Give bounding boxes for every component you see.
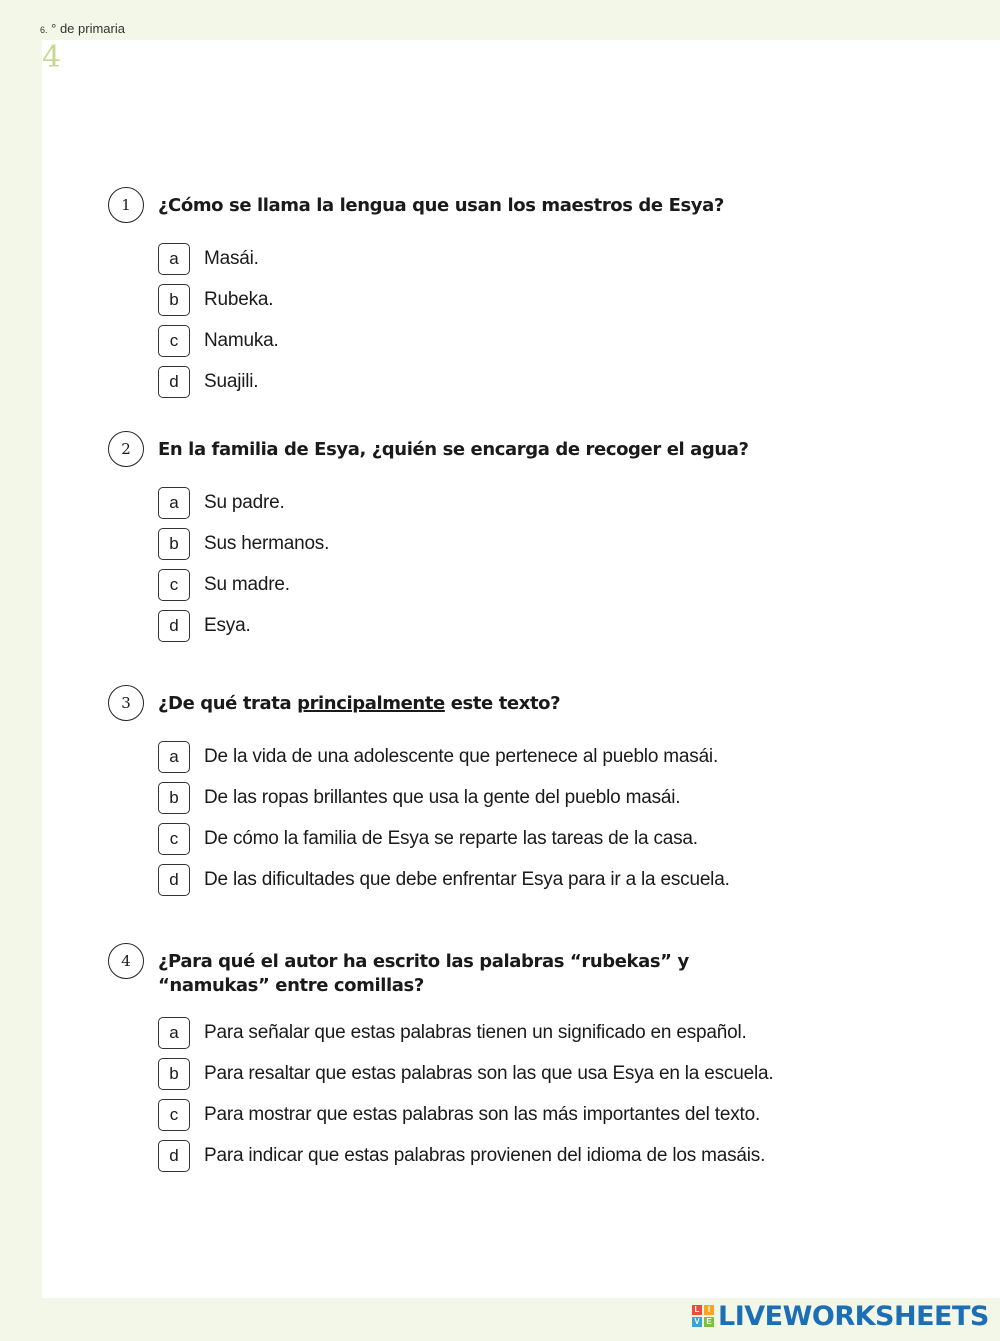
logo-text: LIVEWORKSHEETS (718, 1300, 989, 1332)
option-checkbox[interactable]: c (158, 1099, 190, 1131)
option-checkbox[interactable]: a (158, 487, 190, 519)
logo-mark-letter: E (704, 1317, 714, 1327)
option-text: De cómo la familia de Esya se reparte las tareas de la casa. (204, 828, 698, 849)
option-c[interactable] (158, 569, 838, 601)
option-checkbox[interactable]: d (158, 366, 190, 398)
option-text: Su padre. (204, 492, 285, 513)
option-a[interactable] (158, 741, 838, 773)
option-checkbox[interactable]: b (158, 284, 190, 316)
question-text: ¿Para qué el autor ha escrito las palabras “rubekas” y “namukas” entre comillas? (158, 951, 689, 996)
option-text: De la vida de una adolescente que pertenece al pueblo masái. (204, 746, 719, 767)
option-b[interactable] (158, 782, 838, 814)
option-text: Su madre. (204, 574, 290, 595)
logo-mark-letter: V (692, 1317, 702, 1327)
option-b[interactable] (158, 284, 838, 316)
page-number: 4 (42, 40, 62, 75)
option-d[interactable] (158, 366, 838, 398)
option-text: Para señalar que estas palabras tienen un significado en español. (204, 1022, 747, 1043)
question-number: 2 (108, 431, 144, 467)
option-text: Rubeka. (204, 289, 274, 310)
option-text: De las dificultades que debe enfrentar Esya para ir a la escuela. (204, 869, 730, 890)
liveworksheets-logo[interactable] (692, 1300, 989, 1332)
option-d[interactable] (158, 864, 838, 896)
option-text: Esya. (204, 615, 251, 636)
grade-number: 6. (40, 25, 48, 35)
option-d[interactable] (158, 1140, 838, 1172)
option-checkbox[interactable]: c (158, 569, 190, 601)
question-text-end: este texto? (444, 693, 561, 714)
option-text: Masái. (204, 248, 259, 269)
grade-text: ° de primaria (47, 21, 125, 36)
option-checkbox[interactable]: b (158, 528, 190, 560)
option-c[interactable] (158, 823, 838, 855)
option-checkbox[interactable]: a (158, 243, 190, 275)
option-checkbox[interactable]: a (158, 741, 190, 773)
grade-label (40, 21, 125, 36)
question-text: ¿Cómo se llama la lengua que usan los maestros de Esya? (158, 195, 724, 216)
option-checkbox[interactable]: c (158, 823, 190, 855)
option-c[interactable] (158, 325, 838, 357)
option-checkbox[interactable]: d (158, 610, 190, 642)
option-checkbox[interactable]: d (158, 1140, 190, 1172)
option-text: Para indicar que estas palabras provienen del idioma de los masáis. (204, 1145, 766, 1166)
question-number: 1 (108, 187, 144, 223)
logo-mark-letter: L (692, 1305, 702, 1315)
question-number: 3 (108, 685, 144, 721)
logo-mark-icon (692, 1305, 714, 1327)
option-checkbox[interactable]: d (158, 864, 190, 896)
option-text: Sus hermanos. (204, 533, 330, 554)
option-checkbox[interactable]: b (158, 782, 190, 814)
question-text-start: ¿De qué trata (158, 693, 298, 714)
question-text (158, 692, 798, 716)
option-b[interactable] (158, 528, 838, 560)
question-text: En la familia de Esya, ¿quién se encarga de recoger el agua? (158, 439, 749, 460)
question-text-emphasis: principalmente (297, 693, 445, 714)
option-checkbox[interactable]: b (158, 1058, 190, 1090)
option-text: Namuka. (204, 330, 279, 351)
option-text: De las ropas brillantes que usa la gente del pueblo masái. (204, 787, 681, 808)
option-a[interactable] (158, 487, 838, 519)
option-a[interactable] (158, 1017, 838, 1049)
option-checkbox[interactable]: a (158, 1017, 190, 1049)
option-b[interactable] (158, 1058, 838, 1090)
option-c[interactable] (158, 1099, 838, 1131)
logo-mark-letter: I (704, 1305, 714, 1315)
question-number: 4 (108, 943, 144, 979)
option-a[interactable] (158, 243, 838, 275)
option-text: Para mostrar que estas palabras son las más importantes del texto. (204, 1104, 761, 1125)
option-checkbox[interactable]: c (158, 325, 190, 357)
option-text: Para resaltar que estas palabras son las que usa Esya en la escuela. (204, 1063, 774, 1084)
option-text: Suajili. (204, 371, 259, 392)
option-d[interactable] (158, 610, 838, 642)
